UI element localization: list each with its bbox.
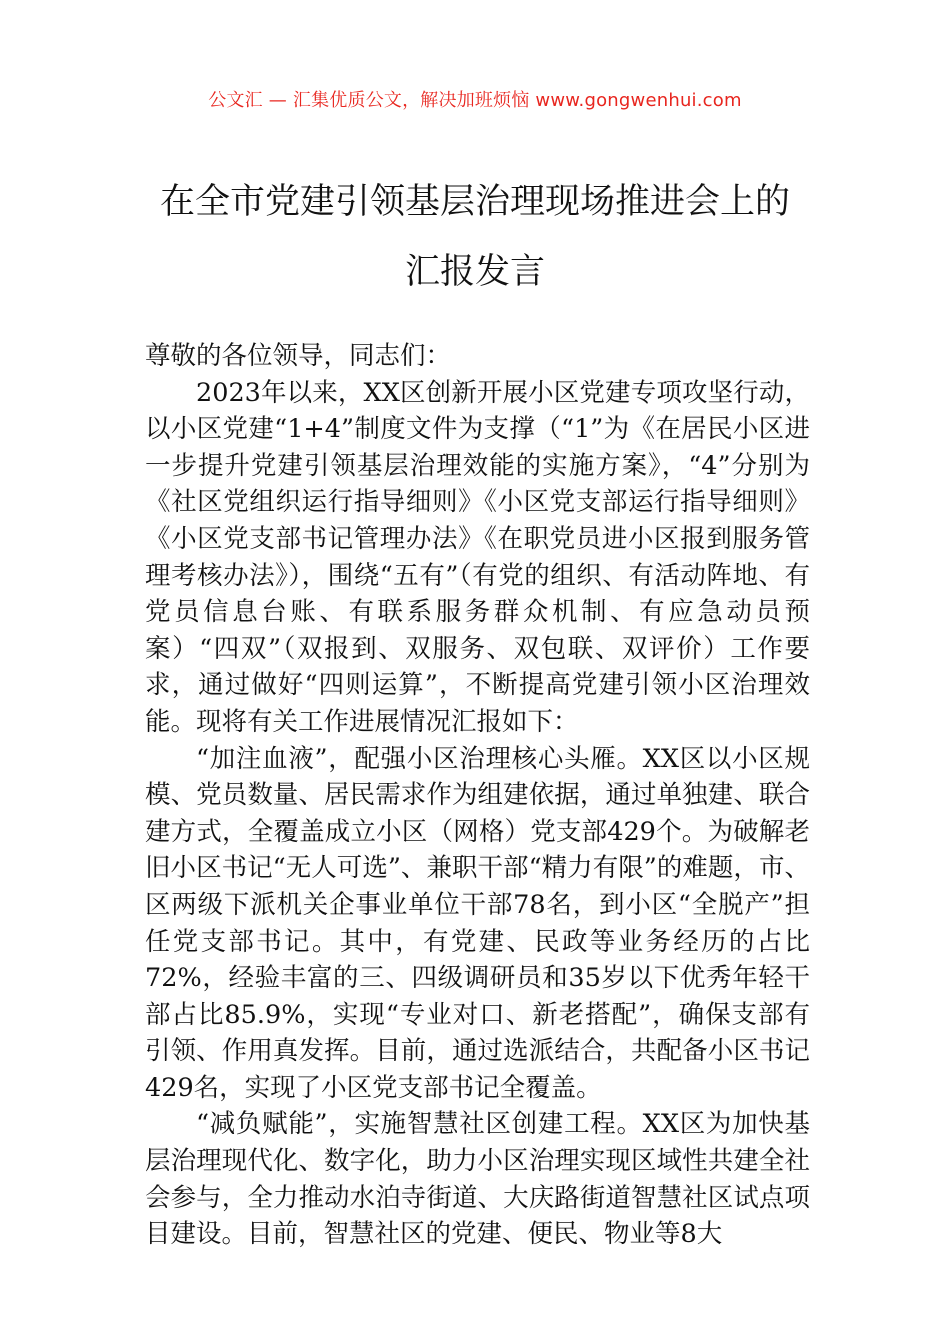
document-body <box>145 338 810 1253</box>
document-title-line2: 汇报发言 <box>404 252 545 292</box>
paragraph-section-1: “加注血液”，配强小区治理核心头雁。XX区以小区规模、党员数量、居民需求作为组建依据，通过单独建、联合建方式，全覆盖成立小区（网格）党支部429个。为破解老旧小区书记“无人可选”、兼职干部“精力有限”的难题，市、区两级下派机关企事业单位干部78名，到小区“全脱产”担任党支部书记。其中，有党建、民政等业务经历的占比72%，经验丰富的三、四级调研员和35岁以下优秀年轻干部占比85.9%，实现“专业对口、新老搭配”，确保支部有引领、作用真发挥。目前，通过选派结合，共配备小区书记429名，实现了小区党支部书记全覆盖。 <box>145 743 810 1103</box>
paragraph-intro: 2023年以来，XX区创新开展小区党建专项攻坚行动，以小区党建“1+4”制度文件为支撑（“1”为《在居民小区进一步提升党建引领基层治理效能的实施方案》，“4”分别为《社区党组织运行指导细则》《小区党支部运行指导细则》《小区党支部书记管理办法》《在职党员进小区报到服务管理考核办法》），围绕“五有”（有党的组织、有活动阵地、有党员信息台账、有联系服务群众机制、有应急动员预案）“四双”（双报到、双服务、双包联、双评价）工作要求，通过做好“四则运算”，不断提高党建引领小区治理效能。现将有关工作进展情况汇报如下： <box>145 377 810 737</box>
document-title-line1: 在全市党建引领基层治理现场推进会上的 <box>159 182 790 222</box>
header-banner: 公文汇 — 汇集优质公文，解决加班烦恼 www.gongwenhui.com <box>208 90 742 111</box>
paragraph-section-2: “减负赋能”，实施智慧社区创建工程。XX区为加快基层治理现代化、数字化，助力小区治理实现区域性共建全社会参与，全力推动水泊寺街道、大庆路街道智慧社区试点项目建设。目前，智慧社区的党建、便民、物业等8大 <box>145 1109 810 1250</box>
salutation: 尊敬的各位领导，同志们： <box>145 341 452 371</box>
